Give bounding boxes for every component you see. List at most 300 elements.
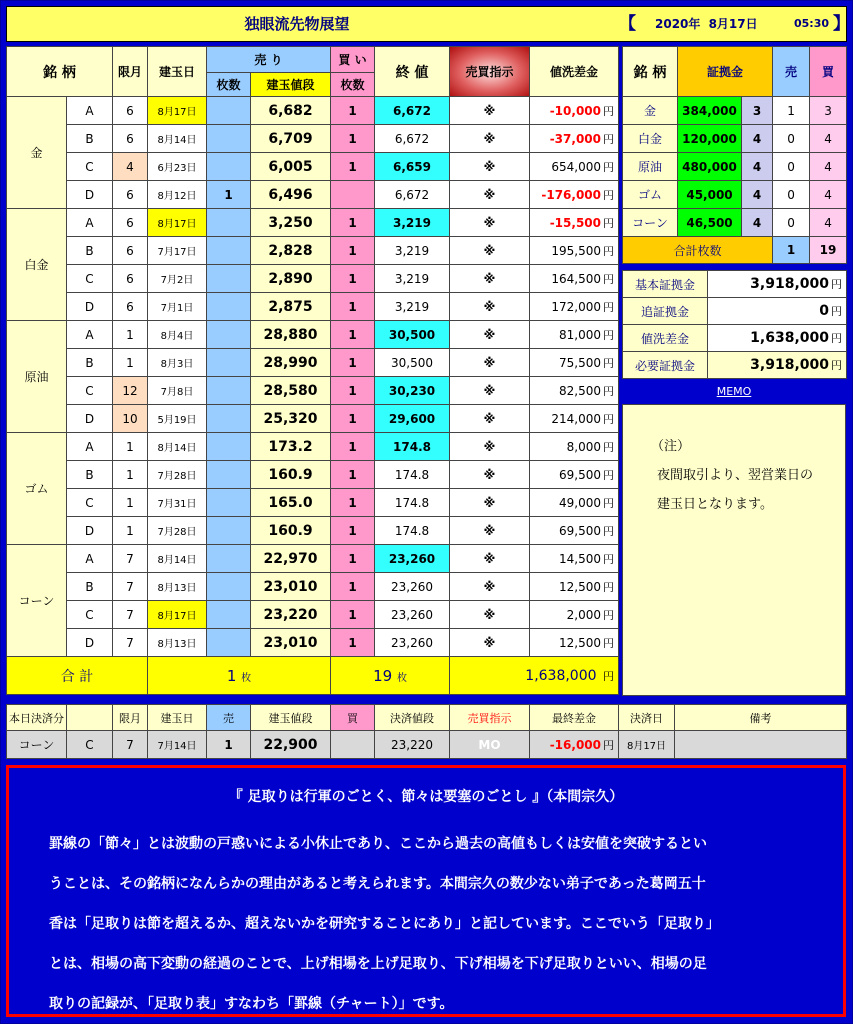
close-price: 174.8 — [375, 489, 450, 517]
quote-line: 罫線の「節々」とは波動の戸惑いによる小休止であり、ここから過去の高値もしくは安値を突破するとい — [49, 836, 707, 852]
quote-line: うことは、その銘柄になんらかの理由があると考えられます。本間宗久の数少ない弟子であった葛岡五十 — [49, 876, 706, 892]
mark-to-market — [530, 601, 619, 629]
header-uri-maisu: 枚数 — [207, 73, 251, 97]
header-owarine: 終 値 — [375, 47, 450, 97]
contract-symbol: B — [67, 237, 113, 265]
trade-signal: ※ — [450, 461, 530, 489]
buy-count: 1 — [331, 97, 375, 125]
position-row — [7, 97, 619, 125]
settle-uri: 1 — [207, 731, 251, 759]
yen-unit: 円 — [603, 524, 614, 538]
position-row — [7, 545, 619, 573]
mark-to-market-value: 195,500 — [551, 243, 601, 258]
margin-amount: 46,500 — [678, 209, 742, 237]
margin-count: 4 — [742, 181, 773, 209]
entry-price: 28,990 — [251, 349, 331, 377]
entry-price: 22,970 — [251, 545, 331, 573]
entry-price: 6,682 — [251, 97, 331, 125]
margin-buy: 3 — [810, 97, 847, 125]
commodity-name: コーン — [7, 545, 67, 657]
contract-symbol: D — [67, 405, 113, 433]
side-total-label: 合計枚数 — [623, 237, 773, 264]
position-row — [7, 125, 619, 153]
margin-amount: 384,000 — [678, 97, 742, 125]
side-header-meigara: 銘 柄 — [623, 47, 678, 97]
buy-count: 1 — [331, 321, 375, 349]
margin-commodity: 原油 — [623, 153, 678, 181]
buy-count: 1 — [331, 125, 375, 153]
yen-unit: 円 — [603, 412, 614, 426]
margin-amount: 120,000 — [678, 125, 742, 153]
close-price: 6,672 — [375, 181, 450, 209]
margin-commodity: コーン — [623, 209, 678, 237]
summary-yen: 円 — [831, 332, 842, 345]
margin-row — [623, 209, 847, 237]
sell-count — [207, 265, 251, 293]
mark-to-market — [530, 209, 619, 237]
position-row — [7, 321, 619, 349]
summary-amount: 3,918,000 — [750, 276, 829, 292]
entry-price: 23,010 — [251, 573, 331, 601]
contract-symbol: C — [67, 377, 113, 405]
contract-month: 1 — [113, 489, 148, 517]
mark-to-market — [530, 349, 619, 377]
contract-symbol: A — [67, 97, 113, 125]
settle-header: 本日決済分 — [7, 705, 67, 731]
bracket-left: 【 — [619, 14, 636, 34]
yen-unit: 円 — [603, 356, 614, 370]
mark-to-market-value: 654,000 — [551, 159, 601, 174]
sell-count — [207, 125, 251, 153]
position-row — [7, 209, 619, 237]
entry-price: 2,875 — [251, 293, 331, 321]
buy-count — [331, 181, 375, 209]
buy-count: 1 — [331, 377, 375, 405]
close-price: 3,219 — [375, 237, 450, 265]
close-price: 174.8 — [375, 517, 450, 545]
contract-month: 1 — [113, 433, 148, 461]
header-bar — [6, 6, 850, 42]
settle-diff-yen: 円 — [603, 738, 614, 752]
close-price: 30,500 — [375, 321, 450, 349]
position-row — [7, 433, 619, 461]
summary-row — [623, 352, 847, 379]
entry-price: 28,880 — [251, 321, 331, 349]
commodity-name: 白金 — [7, 209, 67, 321]
side-total-uri: 1 — [773, 237, 810, 264]
margin-buy: 4 — [810, 209, 847, 237]
position-row — [7, 405, 619, 433]
buy-count: 1 — [331, 153, 375, 181]
settle-settle-date: 8月17日 — [619, 731, 675, 759]
margin-buy: 4 — [810, 181, 847, 209]
quote-line: 香は「足取りは節を超えるか、超えないかを研究することにあり」と記しています。ここでいう「足取り」 — [49, 916, 720, 932]
contract-symbol: B — [67, 461, 113, 489]
contract-symbol: C — [67, 601, 113, 629]
yen-unit: 円 — [603, 468, 614, 482]
margin-table — [622, 46, 847, 264]
margin-amount: 45,000 — [678, 181, 742, 209]
trade-signal: ※ — [450, 125, 530, 153]
summary-row — [623, 298, 847, 325]
close-price: 29,600 — [375, 405, 450, 433]
mark-to-market-value: 214,000 — [551, 411, 601, 426]
entry-date: 6月23日 — [148, 153, 207, 181]
trade-signal: ※ — [450, 545, 530, 573]
summary-row — [623, 271, 847, 298]
summary-label: 値洗差金 — [623, 325, 708, 352]
summary-row — [623, 325, 847, 352]
sell-count — [207, 629, 251, 657]
summary-label: 基本証拠金 — [623, 271, 708, 298]
margin-count: 3 — [742, 97, 773, 125]
buy-count: 1 — [331, 433, 375, 461]
close-price: 3,219 — [375, 293, 450, 321]
yen-unit: 円 — [603, 300, 614, 314]
position-row — [7, 265, 619, 293]
yen-unit: 円 — [603, 580, 614, 594]
contract-month: 7 — [113, 573, 148, 601]
close-price: 3,219 — [375, 265, 450, 293]
buy-count: 1 — [331, 489, 375, 517]
contract-symbol: A — [67, 545, 113, 573]
mark-to-market-value: 82,500 — [559, 383, 601, 398]
mark-to-market-value: 172,000 — [551, 299, 601, 314]
buy-count: 1 — [331, 461, 375, 489]
position-row — [7, 489, 619, 517]
entry-date: 8月13日 — [148, 573, 207, 601]
summary-yen: 円 — [831, 305, 842, 318]
mark-to-market-value: 75,500 — [559, 355, 601, 370]
position-row — [7, 601, 619, 629]
buy-count: 1 — [331, 573, 375, 601]
trade-signal: ※ — [450, 349, 530, 377]
contract-month: 1 — [113, 461, 148, 489]
contract-month: 4 — [113, 153, 148, 181]
buy-count: 1 — [331, 629, 375, 657]
settle-header — [67, 705, 113, 731]
settle-header: 限月 — [113, 705, 148, 731]
close-price: 174.8 — [375, 461, 450, 489]
margin-sell: 0 — [773, 153, 810, 181]
contract-symbol: A — [67, 209, 113, 237]
close-price: 23,260 — [375, 545, 450, 573]
position-row — [7, 293, 619, 321]
entry-price: 6,709 — [251, 125, 331, 153]
yen-unit: 円 — [603, 328, 614, 342]
close-price: 3,219 — [375, 209, 450, 237]
buy-count: 1 — [331, 601, 375, 629]
entry-date: 5月19日 — [148, 405, 207, 433]
memo-box — [622, 404, 846, 696]
side-header-kai: 買 — [810, 47, 847, 97]
yen-unit: 円 — [603, 132, 614, 146]
mark-to-market — [530, 153, 619, 181]
summary-amount: 0 — [819, 303, 829, 319]
contract-symbol: D — [67, 517, 113, 545]
entry-date: 7月2日 — [148, 265, 207, 293]
total-kai-unit: 枚 — [396, 672, 407, 684]
close-price: 6,672 — [375, 125, 450, 153]
trade-signal: ※ — [450, 181, 530, 209]
contract-symbol: D — [67, 293, 113, 321]
margin-commodity: 金 — [623, 97, 678, 125]
mark-to-market — [530, 237, 619, 265]
mark-to-market — [530, 517, 619, 545]
margin-commodity: 白金 — [623, 125, 678, 153]
entry-price: 25,320 — [251, 405, 331, 433]
contract-symbol: C — [67, 489, 113, 517]
margin-amount: 480,000 — [678, 153, 742, 181]
trade-signal: ※ — [450, 489, 530, 517]
mark-to-market-value: 12,500 — [559, 579, 601, 594]
close-price: 23,260 — [375, 601, 450, 629]
settle-header: 備考 — [675, 705, 847, 731]
margin-row — [623, 153, 847, 181]
quote-title: 『 足取りは行軍のごとく、節々は要塞のごとし 』（本間宗久） — [228, 789, 624, 805]
summary-value — [708, 298, 847, 325]
sell-count — [207, 377, 251, 405]
settle-diff — [530, 731, 619, 759]
buy-count: 1 — [331, 265, 375, 293]
entry-price: 160.9 — [251, 517, 331, 545]
header-tategyoku-nedan: 建玉値段 — [251, 73, 331, 97]
yen-unit: 円 — [603, 496, 614, 510]
mark-to-market — [530, 97, 619, 125]
mark-to-market-value: -15,500 — [549, 215, 601, 230]
mark-to-market — [530, 181, 619, 209]
side-header-uri: 売 — [773, 47, 810, 97]
entry-price: 2,890 — [251, 265, 331, 293]
mark-to-market — [530, 377, 619, 405]
entry-date: 8月13日 — [148, 629, 207, 657]
entry-date: 7月31日 — [148, 489, 207, 517]
commodity-name: 金 — [7, 97, 67, 209]
yen-unit: 円 — [603, 188, 614, 202]
settle-signal: MO — [450, 731, 530, 759]
summary-value — [708, 325, 847, 352]
commodity-name: 原油 — [7, 321, 67, 433]
entry-date: 8月12日 — [148, 181, 207, 209]
buy-count: 1 — [331, 293, 375, 321]
contract-month: 10 — [113, 405, 148, 433]
settle-diff-value: -16,000 — [549, 737, 601, 752]
mark-to-market — [530, 489, 619, 517]
sell-count — [207, 237, 251, 265]
buy-count: 1 — [331, 405, 375, 433]
contract-month: 6 — [113, 97, 148, 125]
position-row — [7, 237, 619, 265]
contract-month: 7 — [113, 629, 148, 657]
position-row — [7, 181, 619, 209]
close-price: 30,230 — [375, 377, 450, 405]
memo-title: MEMO — [622, 381, 846, 403]
contract-month: 12 — [113, 377, 148, 405]
positions-table — [6, 46, 619, 695]
summary-amount: 3,918,000 — [750, 357, 829, 373]
sell-count — [207, 461, 251, 489]
entry-date: 8月17日 — [148, 601, 207, 629]
mark-to-market — [530, 125, 619, 153]
contract-symbol: C — [67, 153, 113, 181]
position-row — [7, 377, 619, 405]
margin-buy: 4 — [810, 153, 847, 181]
entry-price: 173.2 — [251, 433, 331, 461]
contract-month: 6 — [113, 237, 148, 265]
total-diff — [450, 657, 619, 695]
header-time: 05:30 — [794, 17, 830, 30]
contract-symbol: D — [67, 629, 113, 657]
entry-price: 23,010 — [251, 629, 331, 657]
settle-header: 最終差金 — [530, 705, 619, 731]
mark-to-market-value: 2,000 — [566, 607, 601, 622]
entry-price: 2,828 — [251, 237, 331, 265]
margin-count: 4 — [742, 153, 773, 181]
settle-price: 22,900 — [251, 731, 331, 759]
settle-date: 7月14日 — [148, 731, 207, 759]
yen-unit: 円 — [603, 104, 614, 118]
bracket-right: 】 — [833, 14, 850, 34]
header-kai-maisu: 枚数 — [331, 73, 375, 97]
summary-amount: 1,638,000 — [750, 330, 829, 346]
header-kai: 買 い — [331, 47, 375, 73]
contract-month: 1 — [113, 349, 148, 377]
mark-to-market — [530, 545, 619, 573]
position-row — [7, 153, 619, 181]
side-header-shokokin: 証拠金 — [678, 47, 773, 97]
summary-yen: 円 — [831, 278, 842, 291]
quote-body — [49, 824, 819, 1024]
mark-to-market — [530, 321, 619, 349]
contract-month: 6 — [113, 209, 148, 237]
entry-date: 8月14日 — [148, 125, 207, 153]
settle-header: 決済日 — [619, 705, 675, 731]
contract-symbol: A — [67, 321, 113, 349]
contract-symbol: B — [67, 349, 113, 377]
memo-line-2: 夜間取引より、翌営業日の — [657, 468, 814, 483]
trade-signal: ※ — [450, 209, 530, 237]
position-row — [7, 349, 619, 377]
close-price: 174.8 — [375, 433, 450, 461]
margin-row — [623, 97, 847, 125]
sell-count — [207, 405, 251, 433]
trade-signal: ※ — [450, 237, 530, 265]
settle-kai — [331, 731, 375, 759]
page-title: 独眼流先物展望 — [244, 15, 350, 33]
yen-unit: 円 — [603, 216, 614, 230]
trade-signal: ※ — [450, 321, 530, 349]
mark-to-market-value: 164,500 — [551, 271, 601, 286]
contract-symbol: B — [67, 125, 113, 153]
mark-to-market-value: -37,000 — [549, 131, 601, 146]
quote-line: とは、相場の高下変動の経過のことで、上げ相場を上げ足取り、下げ相場を下げ足取りといい、相場の足 — [49, 956, 707, 972]
position-row — [7, 517, 619, 545]
margin-count: 4 — [742, 209, 773, 237]
settle-header: 買 — [331, 705, 375, 731]
contract-month: 7 — [113, 601, 148, 629]
entry-date: 7月17日 — [148, 237, 207, 265]
margin-sell: 0 — [773, 209, 810, 237]
trade-signal: ※ — [450, 97, 530, 125]
summary-table — [622, 270, 847, 379]
entry-price: 160.9 — [251, 461, 331, 489]
entry-price: 28,580 — [251, 377, 331, 405]
quote-box — [6, 765, 846, 1017]
mark-to-market-value: 14,500 — [559, 551, 601, 566]
entry-date: 8月14日 — [148, 545, 207, 573]
yen-unit: 円 — [603, 160, 614, 174]
margin-commodity: ゴム — [623, 181, 678, 209]
entry-price: 3,250 — [251, 209, 331, 237]
settle-header: 売 — [207, 705, 251, 731]
mark-to-market — [530, 573, 619, 601]
mark-to-market-value: 69,500 — [559, 467, 601, 482]
mark-to-market-value: 12,500 — [559, 635, 601, 650]
total-uri-count: 1 — [226, 666, 237, 685]
settle-close: 23,220 — [375, 731, 450, 759]
entry-date: 8月17日 — [148, 97, 207, 125]
contract-month: 1 — [113, 321, 148, 349]
entry-date: 7月1日 — [148, 293, 207, 321]
sell-count — [207, 517, 251, 545]
total-diff-yen: 円 — [603, 669, 614, 683]
settle-header: 建玉日 — [148, 705, 207, 731]
margin-row — [623, 181, 847, 209]
settle-header: 建玉値段 — [251, 705, 331, 731]
margin-row — [623, 125, 847, 153]
sell-count — [207, 489, 251, 517]
mark-to-market-value: 81,000 — [559, 327, 601, 342]
total-kai-count: 19 — [373, 666, 393, 685]
close-price: 30,500 — [375, 349, 450, 377]
contract-symbol: B — [67, 573, 113, 601]
trade-signal: ※ — [450, 265, 530, 293]
sell-count — [207, 153, 251, 181]
settle-header: 売買指示 — [450, 705, 530, 731]
trade-signal: ※ — [450, 377, 530, 405]
entry-date: 8月17日 — [148, 209, 207, 237]
total-kai — [331, 657, 450, 695]
summary-label: 必要証拠金 — [623, 352, 708, 379]
mark-to-market-value: 8,000 — [566, 439, 601, 454]
sell-count — [207, 293, 251, 321]
entry-date: 7月8日 — [148, 377, 207, 405]
summary-label: 追証拠金 — [623, 298, 708, 325]
settle-sym: C — [67, 731, 113, 759]
trade-signal: ※ — [450, 433, 530, 461]
close-price: 23,260 — [375, 573, 450, 601]
yen-unit: 円 — [603, 636, 614, 650]
summary-value — [708, 271, 847, 298]
commodity-name: ゴム — [7, 433, 67, 545]
settle-header: 決済値段 — [375, 705, 450, 731]
entry-date: 7月28日 — [148, 517, 207, 545]
buy-count: 1 — [331, 209, 375, 237]
entry-price: 6,496 — [251, 181, 331, 209]
close-price: 6,659 — [375, 153, 450, 181]
margin-sell: 1 — [773, 97, 810, 125]
total-label: 合 計 — [7, 657, 148, 695]
sell-count — [207, 97, 251, 125]
trade-signal: ※ — [450, 601, 530, 629]
margin-count: 4 — [742, 125, 773, 153]
contract-month: 1 — [113, 517, 148, 545]
trade-signal: ※ — [450, 517, 530, 545]
buy-count: 1 — [331, 349, 375, 377]
position-row — [7, 629, 619, 657]
settlement-table — [6, 704, 847, 759]
header-gengetsu: 限月 — [113, 47, 148, 97]
